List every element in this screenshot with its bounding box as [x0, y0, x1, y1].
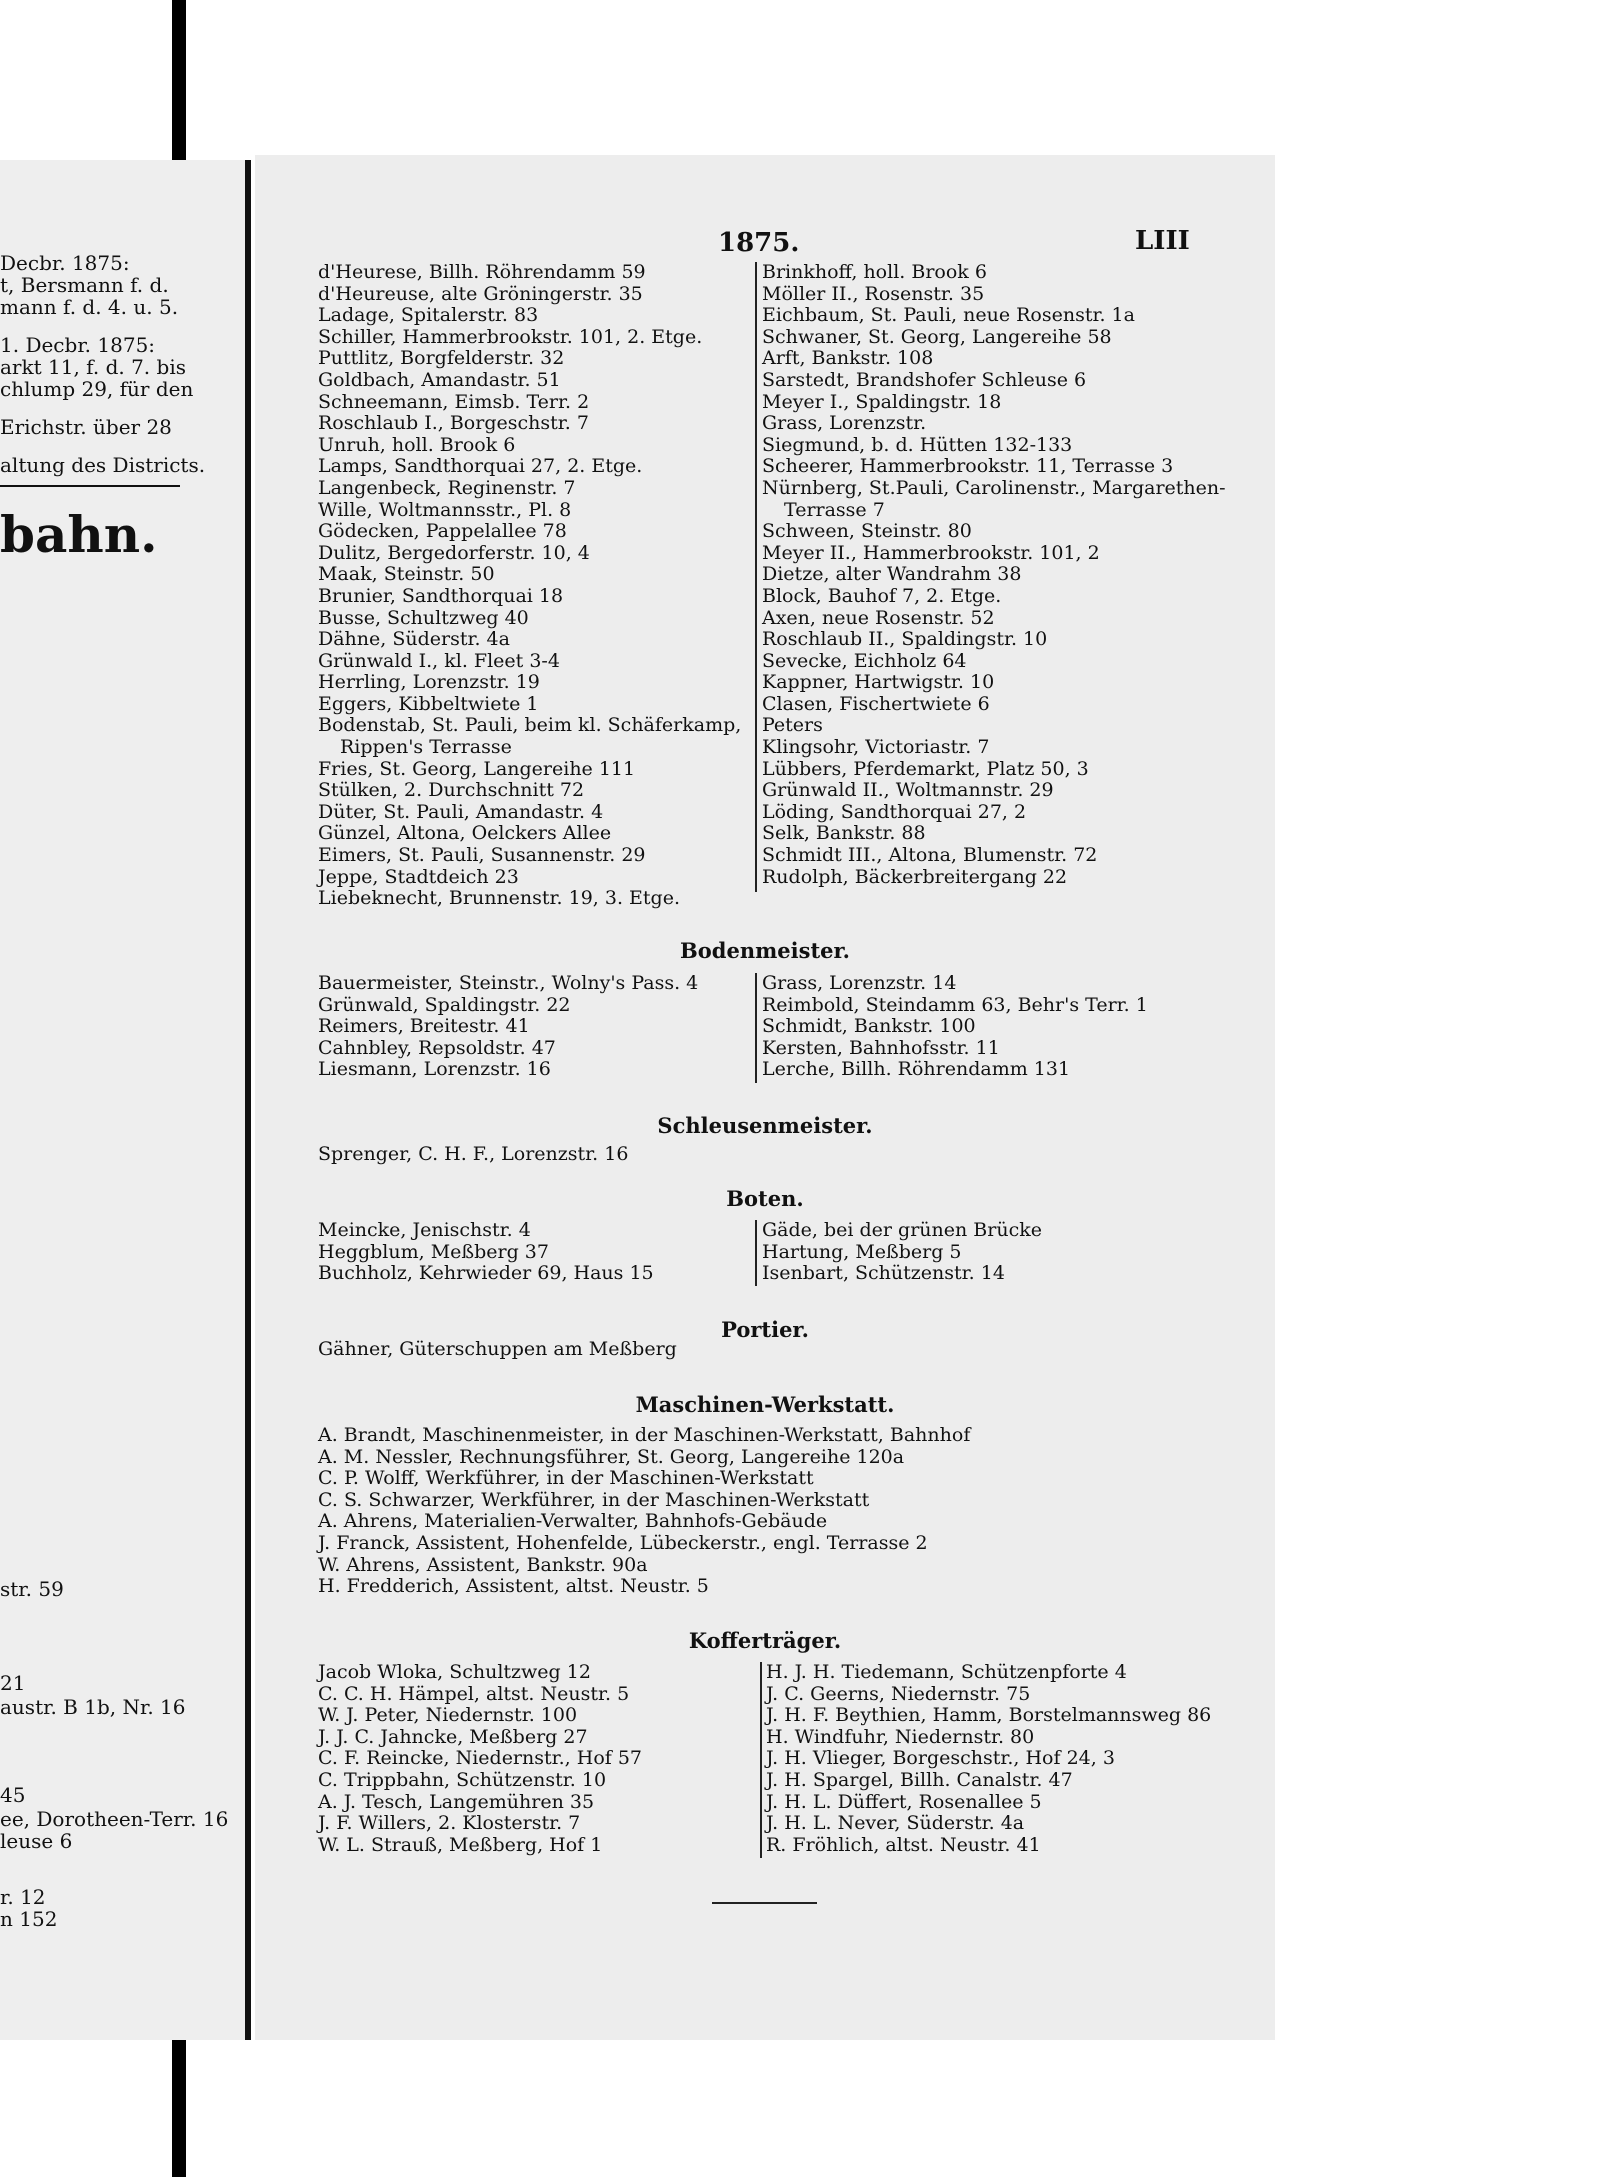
left-line: leuse 6: [0, 1829, 73, 1853]
list-item: J. H. Spargel, Billh. Canalstr. 47: [766, 1768, 1073, 1791]
list-item: Terrasse 7: [784, 498, 885, 521]
list-item: Meyer I., Spaldingstr. 18: [762, 390, 1002, 413]
boten-left-column: [318, 1220, 654, 1285]
section-heading-bodenmeister: Bodenmeister.: [680, 938, 850, 963]
left-line: arkt 11, f. d. 7. bis: [0, 355, 186, 379]
list-item: Roschlaub II., Spaldingstr. 10: [762, 628, 1048, 651]
list-item: Busse, Schultzweg 40: [318, 606, 529, 629]
koffertraeger-right-column: [766, 1662, 1211, 1856]
list-item: Eggers, Kibbeltwiete 1: [318, 692, 539, 715]
list-item: Buchholz, Kehrwieder 69, Haus 15: [318, 1262, 654, 1285]
list-item: Rippen's Terrasse: [340, 736, 512, 759]
left-rule: [0, 485, 180, 487]
list-item: Stülken, 2. Durchschnitt 72: [318, 779, 585, 802]
list-item: Hartung, Meßberg 5: [762, 1240, 962, 1263]
list-item: Cahnbley, Repsoldstr. 47: [318, 1036, 556, 1059]
list-item: Günzel, Altona, Oelckers Allee: [318, 822, 612, 845]
list-item: Eichbaum, St. Pauli, neue Rosenstr. 1a: [762, 304, 1135, 327]
left-line: 45: [0, 1783, 26, 1807]
left-line: 1. Decbr. 1875:: [0, 333, 156, 357]
left-line: ee, Dorotheen-Terr. 16: [0, 1807, 229, 1831]
list-item: Dietze, alter Wandrahm 38: [762, 563, 1022, 586]
list-item: Reimbold, Steindamm 63, Behr's Terr. 1: [762, 993, 1148, 1016]
page-number: LIII: [1135, 226, 1190, 256]
list-item: J. C. Geerns, Niedernstr. 75: [766, 1682, 1031, 1705]
list-item: H. Fredderich, Assistent, altst. Neustr. 5: [318, 1575, 709, 1598]
list-item: J. H. L. Düffert, Rosenallee 5: [766, 1790, 1042, 1813]
list-item: Dähne, Süderstr. 4a: [318, 628, 510, 651]
list-item: Eimers, St. Pauli, Susannenstr. 29: [318, 844, 646, 867]
list-item: Grünwald, Spaldingstr. 22: [318, 993, 571, 1016]
portier-list: [318, 1339, 677, 1361]
list-item: d'Heureuse, alte Gröningerstr. 35: [318, 282, 643, 305]
left-line: Decbr. 1875:: [0, 251, 130, 275]
column-divider: [755, 262, 757, 892]
list-item: A. M. Nessler, Rechnungsführer, St. Georg, Langereihe 120a: [318, 1445, 905, 1468]
list-item: A. J. Tesch, Langemühren 35: [318, 1790, 595, 1813]
page-year: 1875.: [718, 228, 800, 258]
list-item: Löding, Sandthorquai 27, 2: [762, 800, 1027, 823]
list-item: Fries, St. Georg, Langereihe 111: [318, 757, 636, 780]
list-item: Schneemann, Eimsb. Terr. 2: [318, 390, 590, 413]
list-item: H. Windfuhr, Niedernstr. 80: [766, 1725, 1035, 1748]
section1-right-column: [762, 262, 1226, 888]
list-item: J. F. Willers, 2. Klosterstr. 7: [318, 1812, 581, 1835]
list-item: Grass, Lorenzstr.: [762, 412, 927, 435]
section-heading-koffertraeger: Kofferträger.: [688, 1628, 842, 1653]
list-item: Kappner, Hartwigstr. 10: [762, 671, 995, 694]
list-item: Ladage, Spitalerstr. 83: [318, 304, 539, 327]
column-divider: [755, 1220, 757, 1286]
list-item: Schiller, Hammerbrookstr. 101, 2. Etge.: [318, 325, 703, 348]
list-item: Brinkhoff, holl. Brook 6: [762, 261, 987, 283]
boten-right-column: [762, 1220, 1042, 1285]
list-item: Grass, Lorenzstr. 14: [762, 972, 957, 994]
list-item: Gähner, Güterschuppen am Meßberg: [318, 1338, 677, 1360]
list-item: Bodenstab, St. Pauli, beim kl. Schäferkamp,: [318, 714, 742, 737]
left-line: t, Bersmann f. d.: [0, 273, 169, 297]
list-item: Isenbart, Schützenstr. 14: [762, 1262, 1005, 1285]
list-item: Clasen, Fischertwiete 6: [762, 692, 990, 715]
list-item: Klingsohr, Victoriastr. 7: [762, 736, 990, 759]
list-item: Möller II., Rosenstr. 35: [762, 282, 985, 305]
list-item: Reimers, Breitestr. 41: [318, 1015, 530, 1038]
list-item: Selk, Bankstr. 88: [762, 822, 926, 845]
binding-strip-bottom: [172, 2035, 186, 2177]
list-item: J. H. L. Never, Süderstr. 4a: [766, 1812, 1025, 1835]
list-item: Arft, Bankstr. 108: [762, 347, 934, 370]
list-item: Peters: [762, 714, 823, 737]
list-item: A. Brandt, Maschinenmeister, in der Maschinen-Werkstatt, Bahnhof: [318, 1424, 971, 1446]
list-item: C. F. Reincke, Niedernstr., Hof 57: [318, 1747, 643, 1770]
list-item: Grünwald II., Woltmannstr. 29: [762, 779, 1054, 802]
end-rule: [712, 1902, 817, 1904]
koffertraeger-left-column: [318, 1662, 642, 1856]
list-item: Jacob Wloka, Schultzweg 12: [318, 1661, 591, 1683]
list-item: J. Franck, Assistent, Hohenfelde, Lübeckerstr., engl. Terrasse 2: [318, 1531, 928, 1554]
maschinen-list: [318, 1425, 970, 1598]
list-item: Goldbach, Amandastr. 51: [318, 368, 561, 391]
list-item: Nürnberg, St.Pauli, Carolinenstr., Margarethen-: [762, 476, 1226, 499]
list-item: Lerche, Billh. Röhrendamm 131: [762, 1058, 1071, 1081]
list-item: H. J. H. Tiedemann, Schützenpforte 4: [766, 1661, 1127, 1683]
list-item: Jeppe, Stadtdeich 23: [318, 865, 519, 888]
list-item: Gäde, bei der grünen Brücke: [762, 1219, 1042, 1241]
list-item: Liebeknecht, Brunnenstr. 19, 3. Etge.: [318, 887, 681, 910]
list-item: W. Ahrens, Assistent, Bankstr. 90a: [318, 1553, 648, 1576]
column-divider: [755, 973, 757, 1083]
list-item: Sprenger, C. H. F., Lorenzstr. 16: [318, 1143, 629, 1165]
list-item: Schwaner, St. Georg, Langereihe 58: [762, 325, 1112, 348]
left-line: altung des Districts.: [0, 453, 206, 477]
list-item: Sarstedt, Brandshofer Schleuse 6: [762, 368, 1087, 391]
bodenmeister-left-column: [318, 973, 698, 1081]
list-item: Sevecke, Eichholz 64: [762, 649, 967, 672]
list-item: C. S. Schwarzer, Werkführer, in der Maschinen-Werkstatt: [318, 1488, 870, 1511]
section-heading-maschinen-werkstatt: Maschinen-Werkstatt.: [635, 1392, 895, 1417]
list-item: Maak, Steinstr. 50: [318, 563, 495, 586]
list-item: Meyer II., Hammerbrookstr. 101, 2: [762, 541, 1100, 564]
list-item: Heggblum, Meßberg 37: [318, 1240, 549, 1263]
list-item: W. L. Strauß, Meßberg, Hof 1: [318, 1833, 603, 1856]
section-heading-portier: Portier.: [721, 1317, 809, 1342]
list-item: Puttlitz, Borgfelderstr. 32: [318, 347, 565, 370]
list-item: J. J. C. Jahncke, Meßberg 27: [318, 1725, 588, 1748]
section1-left-column: [318, 262, 741, 910]
list-item: Scheerer, Hammerbrookstr. 11, Terrasse 3: [762, 455, 1174, 478]
list-item: Langenbeck, Reginenstr. 7: [318, 476, 576, 499]
schleusenmeister-list: [318, 1144, 628, 1166]
list-item: C. Trippbahn, Schützenstr. 10: [318, 1768, 607, 1791]
list-item: Block, Bauhof 7, 2. Etge.: [762, 584, 1002, 607]
left-line: mann f. d. 4. u. 5.: [0, 295, 179, 319]
list-item: Herrling, Lorenzstr. 19: [318, 671, 540, 694]
left-line: austr. B 1b, Nr. 16: [0, 1695, 186, 1719]
page-gutter: [245, 160, 251, 2040]
list-item: Unruh, holl. Brook 6: [318, 433, 516, 456]
list-item: Rudolph, Bäckerbreitergang 22: [762, 865, 1068, 888]
list-item: Axen, neue Rosenstr. 52: [762, 606, 995, 629]
bodenmeister-right-column: [762, 973, 1148, 1081]
list-item: Düter, St. Pauli, Amandastr. 4: [318, 800, 604, 823]
list-item: W. J. Peter, Niedernstr. 100: [318, 1704, 578, 1727]
list-item: Dulitz, Bergedorferstr. 10, 4: [318, 541, 590, 564]
list-item: Wille, Woltmannsstr., Pl. 8: [318, 498, 572, 521]
list-item: Gödecken, Pappelallee 78: [318, 520, 567, 543]
section-heading-schleusenmeister: Schleusenmeister.: [657, 1113, 873, 1138]
list-item: Roschlaub I., Borgeschstr. 7: [318, 412, 589, 435]
column-divider: [760, 1662, 762, 1858]
list-item: R. Fröhlich, altst. Neustr. 41: [766, 1833, 1041, 1856]
list-item: J. H. Vlieger, Borgeschstr., Hof 24, 3: [766, 1747, 1115, 1770]
list-item: Schmidt, Bankstr. 100: [762, 1015, 976, 1038]
left-heading: bahn.: [0, 505, 158, 564]
left-line: 21: [0, 1671, 26, 1695]
list-item: C. P. Wolff, Werkführer, in der Maschinen-Werkstatt: [318, 1467, 814, 1490]
left-line: chlump 29, für den: [0, 377, 194, 401]
list-item: J. H. F. Beythien, Hamm, Borstelmannsweg 86: [766, 1704, 1212, 1727]
left-page-fragment: [0, 160, 245, 2040]
list-item: Bauermeister, Steinstr., Wolny's Pass. 4: [318, 972, 699, 994]
section-heading-boten: Boten.: [726, 1186, 804, 1211]
list-item: C. C. H. Hämpel, altst. Neustr. 5: [318, 1682, 630, 1705]
list-item: Brunier, Sandthorquai 18: [318, 584, 564, 607]
list-item: d'Heurese, Billh. Röhrendamm 59: [318, 261, 646, 283]
list-item: Schmidt III., Altona, Blumenstr. 72: [762, 844, 1098, 867]
list-item: Schween, Steinstr. 80: [762, 520, 972, 543]
list-item: Kersten, Bahnhofsstr. 11: [762, 1036, 1000, 1059]
list-item: Siegmund, b. d. Hütten 132-133: [762, 433, 1073, 456]
list-item: Lamps, Sandthorquai 27, 2. Etge.: [318, 455, 643, 478]
left-line: n 152: [0, 1907, 58, 1931]
left-line: str. 59: [0, 1577, 64, 1601]
left-line: r. 12: [0, 1885, 46, 1909]
left-line: Erichstr. über 28: [0, 415, 172, 439]
list-item: A. Ahrens, Materialien-Verwalter, Bahnhofs-Gebäude: [318, 1510, 828, 1533]
list-item: Lübbers, Pferdemarkt, Platz 50, 3: [762, 757, 1089, 780]
list-item: Liesmann, Lorenzstr. 16: [318, 1058, 551, 1081]
list-item: Grünwald I., kl. Fleet 3-4: [318, 649, 560, 672]
list-item: Meincke, Jenischstr. 4: [318, 1219, 531, 1241]
